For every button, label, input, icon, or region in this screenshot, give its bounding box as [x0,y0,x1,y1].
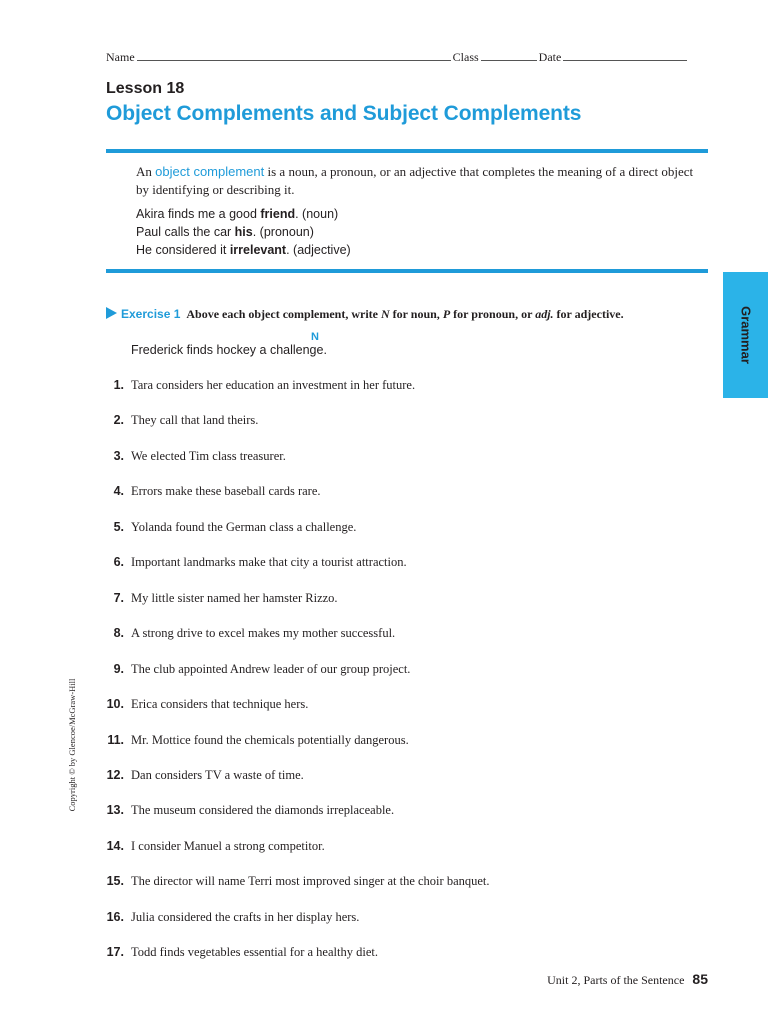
grammar-side-tab [723,272,768,398]
top-rule [106,149,708,153]
exercise-item [100,662,410,677]
item-number: 15. [106,874,124,889]
exercise-item [100,378,415,393]
item-number: 16. [106,909,124,924]
arrow-icon [106,307,117,319]
example-complement: his [234,225,253,239]
item-sentence[interactable]: I consider Manuel a strong competitor. [131,838,325,853]
name-field[interactable] [137,51,451,61]
class-label: Class [452,50,479,64]
item-number: 7. [113,590,124,605]
exercise-instructions [106,307,624,322]
class-field[interactable] [481,51,537,61]
item-number: 17. [106,945,124,960]
name-class-date-line [106,50,708,64]
exercise-item [100,555,407,570]
exercise-item [100,520,356,535]
item-number: 1. [113,378,124,392]
example-type: . (noun) [295,207,339,221]
item-sentence[interactable]: Erica considers that technique hers. [131,697,309,712]
item-sentence[interactable]: They call that land theirs. [131,413,259,428]
name-label: Name [106,50,135,64]
item-sentence[interactable]: Important landmarks make that city a tourist attraction. [131,555,407,570]
exercise-item [100,484,321,499]
item-number: 3. [113,448,124,463]
item-number: 4. [113,484,124,499]
copyright-notice: Copyright © by Glencoe/McGraw-Hill [67,678,77,812]
example-type: . (adjective) [286,243,351,257]
definition-text: is a noun, a pronoun, or an adjective that completes the meaning of a direct object by identifying or describing it. [136,164,694,197]
exercise-item [100,768,304,783]
item-sentence[interactable]: Mr. Mottice found the chemicals potentially dangerous. [131,732,409,747]
item-sentence[interactable]: A strong drive to excel makes my mother successful. [131,626,396,641]
exercise-item [100,626,395,641]
exercise-item [100,733,409,748]
item-number: 13. [106,803,124,818]
footer-unit: Unit 2, Parts of the Sentence [547,973,685,987]
exercise-item [100,839,325,854]
exercise-item [100,874,490,889]
item-sentence[interactable]: We elected Tim class treasurer. [131,448,286,463]
item-sentence[interactable]: Errors make these baseball cards rare. [131,484,321,499]
item-number: 6. [113,555,124,570]
definition-paragraph [136,163,696,199]
item-sentence[interactable]: The director will name Terri most improved singer at the choir banquet. [131,874,490,889]
item-number: 9. [113,661,124,676]
item-number: 2. [113,413,124,428]
exercise-item [100,697,308,712]
exercise-label: Exercise 1 [121,307,181,321]
item-sentence[interactable]: Dan considers TV a waste of time. [131,767,304,782]
exercise-item [100,413,258,428]
exercise-item [100,591,338,606]
date-label: Date [538,50,562,64]
page-number: 85 [692,971,708,987]
example-complement: friend [260,207,296,221]
grammar-tab-label: Grammar [738,306,753,364]
item-number: 5. [113,519,124,534]
definition-prefix: An [136,164,156,179]
item-number: 8. [113,626,124,641]
item-number: 14. [106,838,124,853]
date-field[interactable] [563,51,687,61]
example-line [136,243,351,257]
item-sentence[interactable]: Julia considered the crafts in her display hers. [131,909,360,924]
item-sentence[interactable]: My little sister named her hamster Rizzo. [131,590,338,605]
example-complement: irrelevant [229,243,287,257]
example-text: Paul calls the car [136,225,235,239]
definition-term: object complement [155,164,265,179]
exercise-item [100,910,359,925]
item-sentence[interactable]: Todd finds vegetables essential for a healthy diet. [131,945,378,960]
item-number: 11. [107,732,124,747]
exercise-instruction: Above each object complement, write N for noun, P for pronoun, or adj. for adjective. [186,307,624,321]
sample-sentence: Frederick finds hockey a challenge. [131,343,327,357]
example-text: Akira finds me a good [136,207,261,221]
lesson-title: Object Complements and Subject Complements [106,102,582,125]
exercise-item [100,449,286,464]
item-sentence[interactable]: The museum considered the diamonds irreplaceable. [131,803,395,818]
exercise-item [100,945,378,960]
item-sentence[interactable]: Tara considers her education an investment in her future. [131,378,416,392]
item-number: 12. [106,767,124,782]
example-line [136,207,338,221]
bottom-rule [106,269,708,273]
item-number: 10. [106,697,124,712]
item-sentence[interactable]: Yolanda found the German class a challenge. [131,519,357,534]
sample-answer-mark: N [311,331,319,343]
page-footer [547,971,708,988]
example-type: . (pronoun) [252,225,314,239]
exercise-item [100,803,394,818]
lesson-number: Lesson 18 [106,80,185,97]
example-text: He considered it [136,243,230,257]
item-sentence[interactable]: The club appointed Andrew leader of our group project. [131,661,411,676]
example-line [136,225,314,239]
